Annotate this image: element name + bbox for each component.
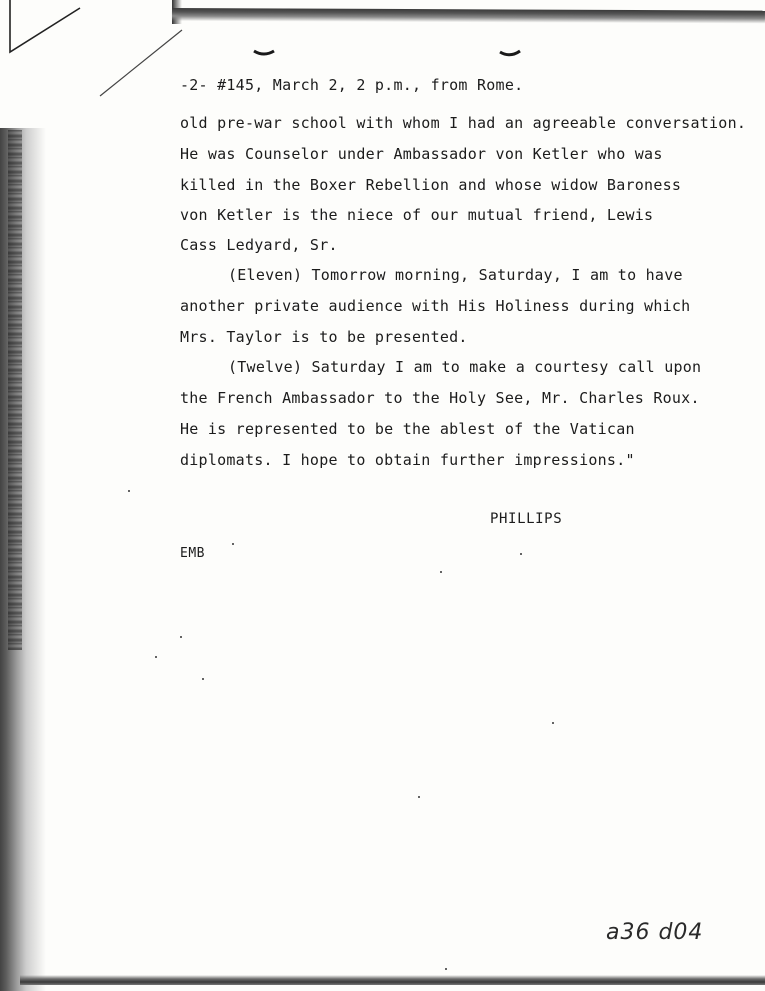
scan-speck [520, 553, 522, 555]
scan-speck [552, 722, 554, 724]
body-line-5: Cass Ledyard, Sr. [180, 236, 338, 254]
body-line-4: von Ketler is the niece of our mutual friend, Lewis [180, 206, 654, 224]
scan-speck [128, 490, 130, 492]
page-reference: -2- #145, March 2, 2 p.m., from Rome. [180, 76, 524, 94]
handwritten-file-mark: a36 d04 [606, 920, 704, 945]
paragraph-twelve-line-1: (Twelve) Saturday I am to make a courtesy call upon [228, 358, 702, 376]
paragraph-eleven-line-3: Mrs. Taylor is to be presented. [180, 328, 468, 346]
scan-speck [202, 678, 204, 680]
body-line-1: old pre-war school with whom I had an agreeable conversation. [180, 114, 747, 132]
scan-speck [445, 968, 447, 970]
paragraph-twelve-line-2: the French Ambassador to the Holy See, Mr. Charles Roux. [180, 389, 700, 407]
paragraph-twelve-line-3: He is represented to be the ablest of the Vatican [180, 420, 635, 438]
signature: PHILLIPS [490, 511, 563, 527]
scan-speck [418, 796, 420, 798]
scan-speck [180, 636, 182, 638]
paragraph-eleven-line-2: another private audience with His Holiness during which [180, 297, 691, 315]
paragraph-twelve-line-4: diplomats. I hope to obtain further impressions." [180, 451, 635, 469]
body-line-3: killed in the Boxer Rebellion and whose widow Baroness [180, 176, 682, 194]
scan-speck [232, 543, 234, 545]
body-line-2: He was Counselor under Ambassador von Ketler who was [180, 145, 663, 163]
scan-speck [155, 656, 157, 658]
paragraph-eleven-line-1: (Eleven) Tomorrow morning, Saturday, I am to have [228, 266, 683, 284]
typist-initials: EMB [180, 546, 205, 561]
scan-speck [440, 571, 442, 573]
